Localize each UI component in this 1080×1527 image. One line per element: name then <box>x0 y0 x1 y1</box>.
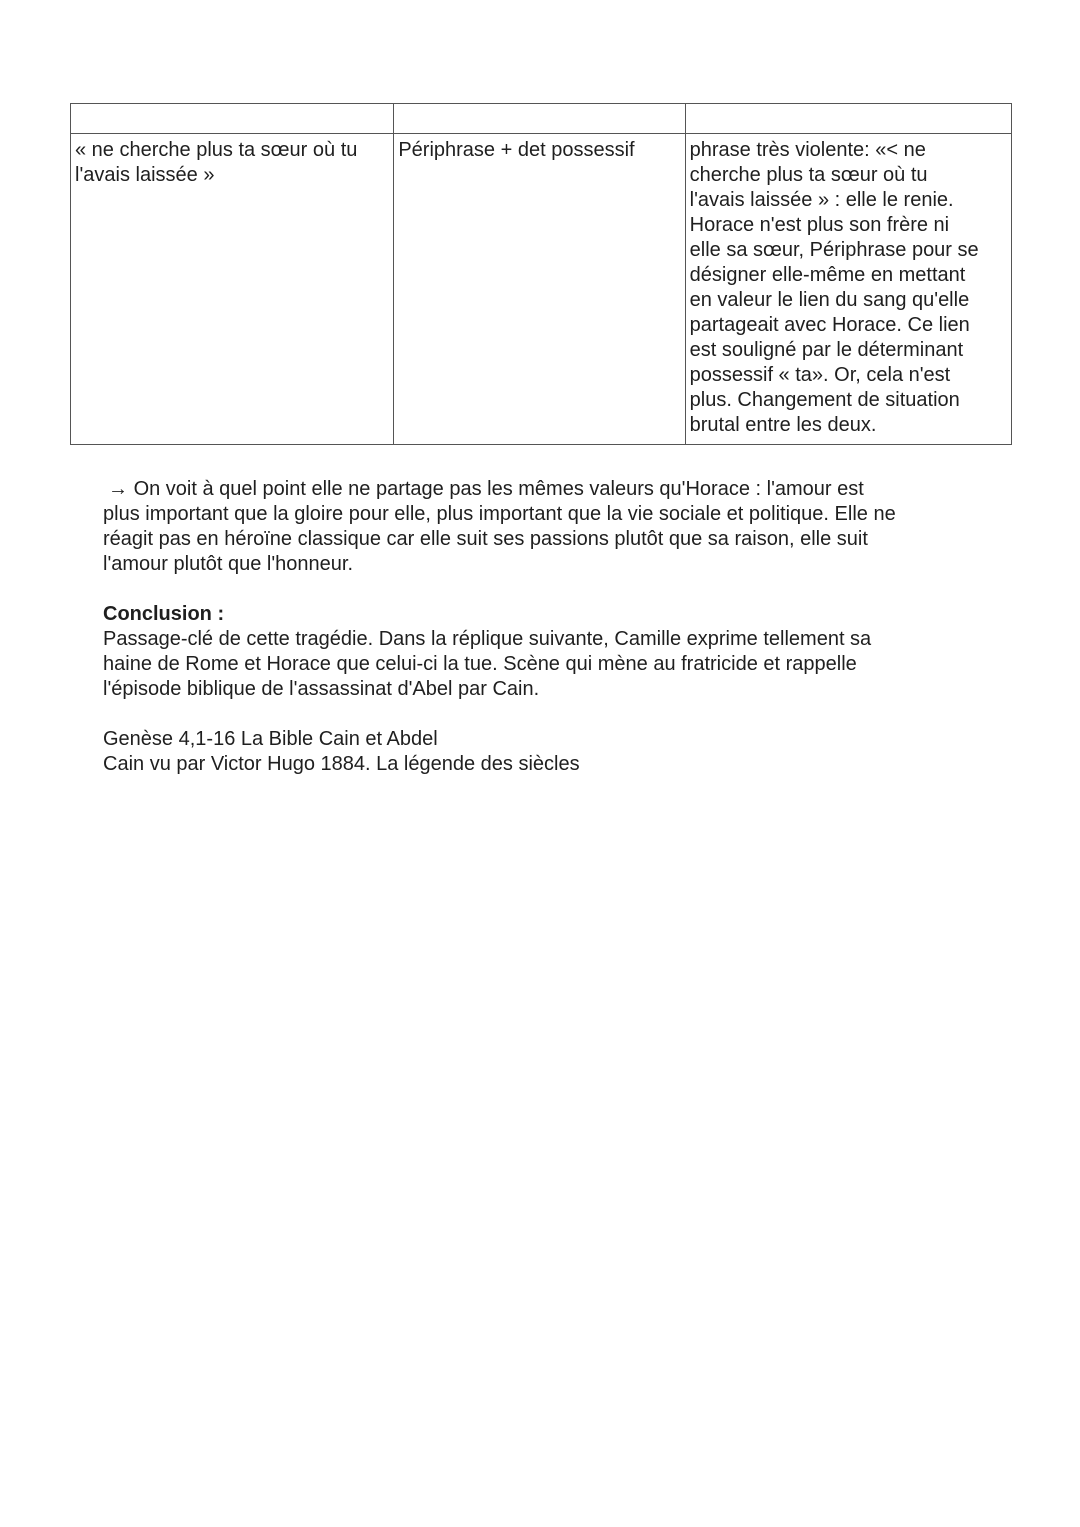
analysis-table <box>70 103 1012 445</box>
summary-paragraph <box>103 477 1003 577</box>
reference-line: Genèse 4,1-16 La Bible Cain et Abdel <box>103 728 438 750</box>
analysis-line: brutal entre les deux. <box>689 414 877 436</box>
analysis-line: plus. Changement de situation <box>689 389 960 411</box>
analysis-line: en valeur le lien du sang qu'elle <box>689 289 970 311</box>
citation-cell: « ne cherche plus ta sœur où tu l'avais laissée » <box>71 134 394 445</box>
summary-line: l'amour plutôt que l'honneur. <box>103 553 354 575</box>
conclusion-line: Passage-clé de cette tragédie. Dans la réplique suivante, Camille exprime tellement sa <box>103 628 872 650</box>
analysis-line: elle sa sœur, Périphrase pour se <box>689 239 979 261</box>
conclusion-paragraph <box>103 627 1003 702</box>
reference-line: Cain vu par Victor Hugo 1884. La légende des siècles <box>103 753 580 775</box>
analysis-line: désigner elle-même en mettant <box>689 264 966 286</box>
conclusion-line: l'épisode biblique de l'assassinat d'Abel par Cain. <box>103 678 540 700</box>
analysis-line: phrase très violente: «< ne <box>689 139 926 161</box>
analysis-line: possessif « ta». Or, cela n'est <box>689 364 951 386</box>
table-cell <box>71 104 394 134</box>
references <box>103 727 1003 777</box>
summary-line <box>103 477 1003 502</box>
table-cell <box>685 104 1011 134</box>
table-cell <box>394 104 685 134</box>
conclusion-heading: Conclusion : <box>103 603 225 625</box>
analysis-line: Horace n'est plus son frère ni <box>689 214 950 236</box>
summary-line: réagit pas en héroïne classique car elle suit ses passions plutôt que sa raison, elle suit <box>103 528 868 550</box>
analysis-line: partageait avec Horace. Ce lien <box>689 314 970 336</box>
table-header-row <box>71 104 1012 134</box>
analysis-line: est souligné par le déterminant <box>689 339 964 361</box>
table-row <box>71 134 1012 445</box>
analysis-cell <box>685 134 1011 445</box>
summary-line-text: On voit à quel point elle ne partage pas les mêmes valeurs qu'Horace : l'amour est <box>133 478 864 500</box>
analysis-line: cherche plus ta sœur où tu <box>689 164 928 186</box>
arrow-icon: → <box>108 478 128 500</box>
procede-cell: Périphrase + det possessif <box>394 134 685 445</box>
summary-line: plus important que la gloire pour elle, plus important que la vie sociale et politique. Elle ne <box>103 503 896 525</box>
analysis-line: l'avais laissée » : elle le renie. <box>689 189 954 211</box>
conclusion-line: haine de Rome et Horace que celui-ci la tue. Scène qui mène au fratricide et rappelle <box>103 653 857 675</box>
